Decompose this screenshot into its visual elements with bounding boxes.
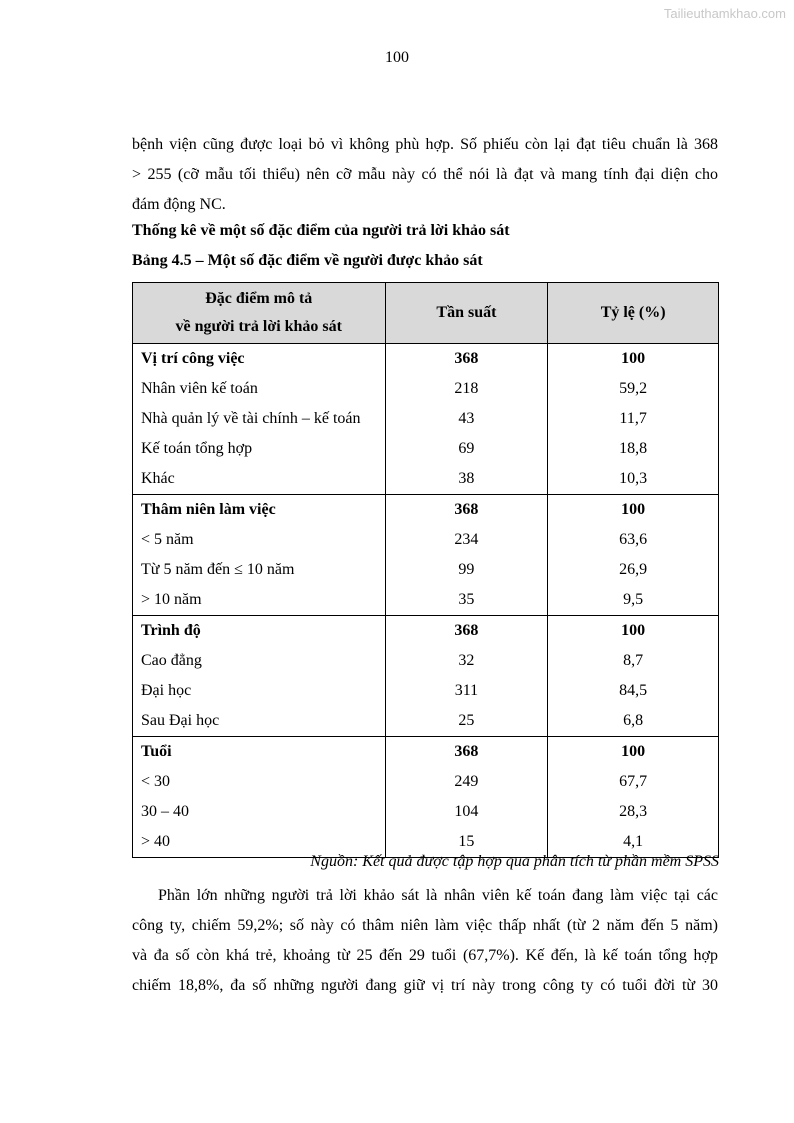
table-group-row [133,616,719,647]
group-percentage: 100 [548,344,719,375]
row-frequency: 32 [385,646,548,676]
table-row [133,797,719,827]
row-label: > 10 năm [133,585,386,616]
row-frequency: 104 [385,797,548,827]
row-label: < 30 [133,767,386,797]
row-label: Từ 5 năm đến ≤ 10 năm [133,555,386,585]
row-label: Nhân viên kế toán [133,374,386,404]
group-frequency: 368 [385,737,548,768]
header-percentage: Tỷ lệ (%) [548,283,719,344]
row-frequency: 234 [385,525,548,555]
row-percentage: 9,5 [548,585,719,616]
row-percentage: 6,8 [548,706,719,737]
group-title: Trình độ [133,616,386,647]
row-percentage: 59,2 [548,374,719,404]
row-frequency: 43 [385,404,548,434]
row-percentage: 4,1 [548,827,719,858]
table-body [133,344,719,858]
table-group-row [133,737,719,768]
table-header-row [133,283,719,344]
group-percentage: 100 [548,616,719,647]
row-label: Khác [133,464,386,495]
table-row [133,464,719,495]
table-row [133,767,719,797]
text-line: và đa số còn khá trẻ, khoảng từ 25 đến 29 tuổi (67,7%). Kế đến, là kế toán tổng hợp [132,947,718,964]
row-percentage: 18,8 [548,434,719,464]
text-line: chiếm 18,8%, đa số những người đang giữ vị trí này trong công ty có tuổi đời từ 30 [132,977,718,994]
row-frequency: 218 [385,374,548,404]
text-line: > 255 (cỡ mẫu tối thiểu) nên cỡ mẫu này có thể nói là đạt và mang tính đại diện cho [132,166,718,183]
group-title: Tuổi [133,737,386,768]
row-label: < 5 năm [133,525,386,555]
table-row [133,676,719,706]
source-note: Nguồn: Kết quả được tập hợp qua phân tích từ phần mềm SPSS [310,853,719,870]
text-line: đám động NC. [132,196,226,213]
row-label: Nhà quản lý về tài chính – kế toán [133,404,386,434]
table-row [133,374,719,404]
row-frequency: 38 [385,464,548,495]
text-line: Phần lớn những người trả lời khảo sát là nhân viên kế toán đang làm việc tại các [158,887,718,904]
group-frequency: 368 [385,344,548,375]
table-group-row [133,344,719,375]
row-frequency: 15 [385,827,548,858]
group-title: Vị trí công việc [133,344,386,375]
table-group-row [133,495,719,526]
header-line: Đặc điểm mô tả [205,290,313,307]
respondent-characteristics-table [132,282,719,858]
table-caption: Bảng 4.5 – Một số đặc điểm về người được khảo sát [132,252,483,269]
group-frequency: 368 [385,616,548,647]
table-row [133,404,719,434]
table-row [133,706,719,737]
intro-paragraph [132,130,718,220]
section-heading: Thống kê về một số đặc điểm của người trả lời khảo sát [132,222,510,239]
row-label: > 40 [133,827,386,858]
row-label: 30 – 40 [133,797,386,827]
page-number: 100 [385,49,409,66]
row-frequency: 311 [385,676,548,706]
row-percentage: 84,5 [548,676,719,706]
table-row [133,525,719,555]
row-label: Sau Đại học [133,706,386,737]
table-row [133,585,719,616]
header-characteristic [133,283,386,344]
row-percentage: 11,7 [548,404,719,434]
group-percentage: 100 [548,737,719,768]
text-line: bệnh viện cũng được loại bỏ vì không phù hợp. Số phiếu còn lại đạt tiêu chuẩn là 368 [132,136,718,153]
watermark: Tailieuthamkhao.com [663,6,786,21]
header-frequency: Tần suất [385,283,548,344]
closing-paragraph [132,881,718,1001]
row-label: Đại học [133,676,386,706]
row-label: Cao đẳng [133,646,386,676]
group-frequency: 368 [385,495,548,526]
row-frequency: 69 [385,434,548,464]
row-frequency: 35 [385,585,548,616]
row-frequency: 249 [385,767,548,797]
row-frequency: 99 [385,555,548,585]
table-row [133,646,719,676]
table-row [133,555,719,585]
row-percentage: 8,7 [548,646,719,676]
row-percentage: 10,3 [548,464,719,495]
text-line: công ty, chiếm 59,2%; số này có thâm niên làm việc thấp nhất (từ 2 năm đến 5 năm) [132,917,718,934]
row-label: Kế toán tổng hợp [133,434,386,464]
row-percentage: 28,3 [548,797,719,827]
group-title: Thâm niên làm việc [133,495,386,526]
group-percentage: 100 [548,495,719,526]
header-line: về người trả lời khảo sát [175,318,342,335]
row-frequency: 25 [385,706,548,737]
row-percentage: 26,9 [548,555,719,585]
row-percentage: 67,7 [548,767,719,797]
table-row [133,434,719,464]
row-percentage: 63,6 [548,525,719,555]
